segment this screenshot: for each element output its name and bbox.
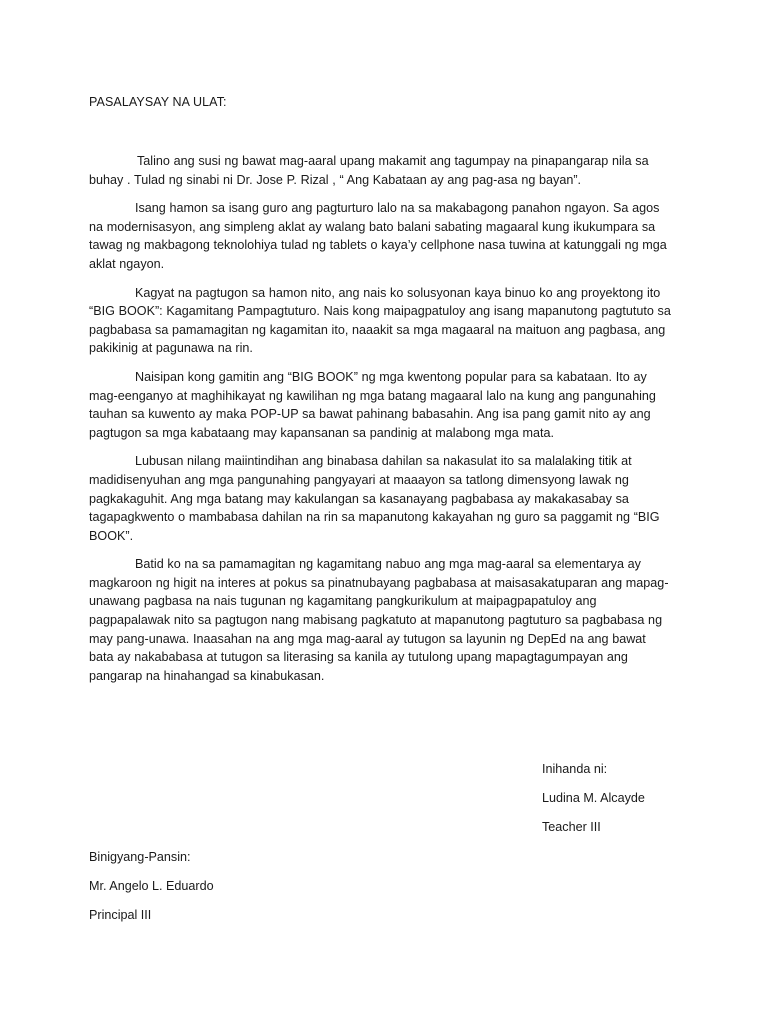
prepared-by-name: Ludina M. Alcayde <box>542 791 645 805</box>
paragraph-2: Isang hamon sa isang guro ang pagturturo lalo na sa makabagong panahon ngayon. Sa agos na modernisasyon, ang simpleng aklat ay walang bato balani sabating magaaral kung ikukumpara sa tawag ng makbagong teknolohiya tulad ng tablets o kaya’y cellphone nasa tuwina at katunggali ng mga aklat ngayon. <box>89 201 667 271</box>
noted-by-label: Binigyang-Pansin: <box>89 850 191 864</box>
prepared-by-label: Inihanda ni: <box>542 762 608 776</box>
noted-by-position: Principal III <box>89 908 152 922</box>
noted-by-name: Mr. Angelo L. Eduardo <box>89 879 214 893</box>
paragraph-1: Talino ang susi ng bawat mag-aaral upang makamit ang tagumpay na pinapangarap nila sa buhay . Tulad ng sinabi ni Dr. Jose P. Rizal , “ Ang Kabataan ay ang pag-asa ng bayan”. <box>89 154 649 187</box>
noted-by-block <box>89 849 214 936</box>
paragraph-4: Naisipan kong gamitin ang “BIG BOOK” ng mga kwentong popular para sa kabataan. Ito ay mag-eenganyo at maghihikayat ng kawilihan ng mga batang magaaral lalo na kung ang pangunahing tauhan sa kuwento ay maka POP-UP sa bawat pahinang babasahin. Ang isa pang gamit nito ay ang pagtugon sa mga kabataang may kapansanan sa pandinig at malabong mga mata. <box>89 369 656 440</box>
report-heading: PASALAYSAY NA ULAT: <box>89 95 227 109</box>
paragraph-5: Lubusan nilang maiintindihan ang binabasa dahilan sa nakasulat ito sa malalaking titik at madidisenyuhan ang mga pangunahing pangyayari at maaayon sa tatlong dimensyong lawak ng pagkakaguhit. Ang mga batang may kakulangan sa kasanayang pagbabasa ay makakasabay sa tagapagkwento o mambabasa dahilan na rin sa mapanutong kakayahan ng guro sa paggamit ng “BIG BOOK”. <box>89 454 660 543</box>
prepared-by-position: Teacher III <box>542 820 601 834</box>
paragraph-6: Batid ko na sa pamamagitan ng kagamitang nabuo ang mga mag-aaral sa elementarya ay magkaroon ng higit na interes at pokus sa pinatnubayang pagbabasa at maisasakatuparan ang mapag-unawang pagbasa na nais tugunan ng kagamitang pangkurikulum at maipagpapatuloy ang pagpapalawak nito sa pagtugon nang mabisang pagkatuto at mapanutong pagtuturo sa pagbabasa ng may pang-unawa. Inaasahan na ang mga mag-aaral ay tutugon sa layunin ng DepEd na ang bawat bata ay nakababasa at tutugon sa literasing sa kanila ay tutulong upang mapagtagumpayan ang pangarap na hinahangad sa kinabukasan. <box>89 557 669 683</box>
report-body <box>89 152 673 695</box>
paragraph-3: Kagyat na pagtugon sa hamon nito, ang nais ko solusyonan kaya binuo ko ang proyektong ito “BIG BOOK”: Kagamitang Pampagtuturo. Nais kong maipagpatuloy ang isang mapanutong pagtututo sa pagbabasa sa pamamagitan ng kagamitan ito, naaakit sa mga magaaral na maituon ang pagbasa, ang pakikinig at pagunawa na rin. <box>89 285 671 356</box>
prepared-by-block <box>542 761 645 848</box>
